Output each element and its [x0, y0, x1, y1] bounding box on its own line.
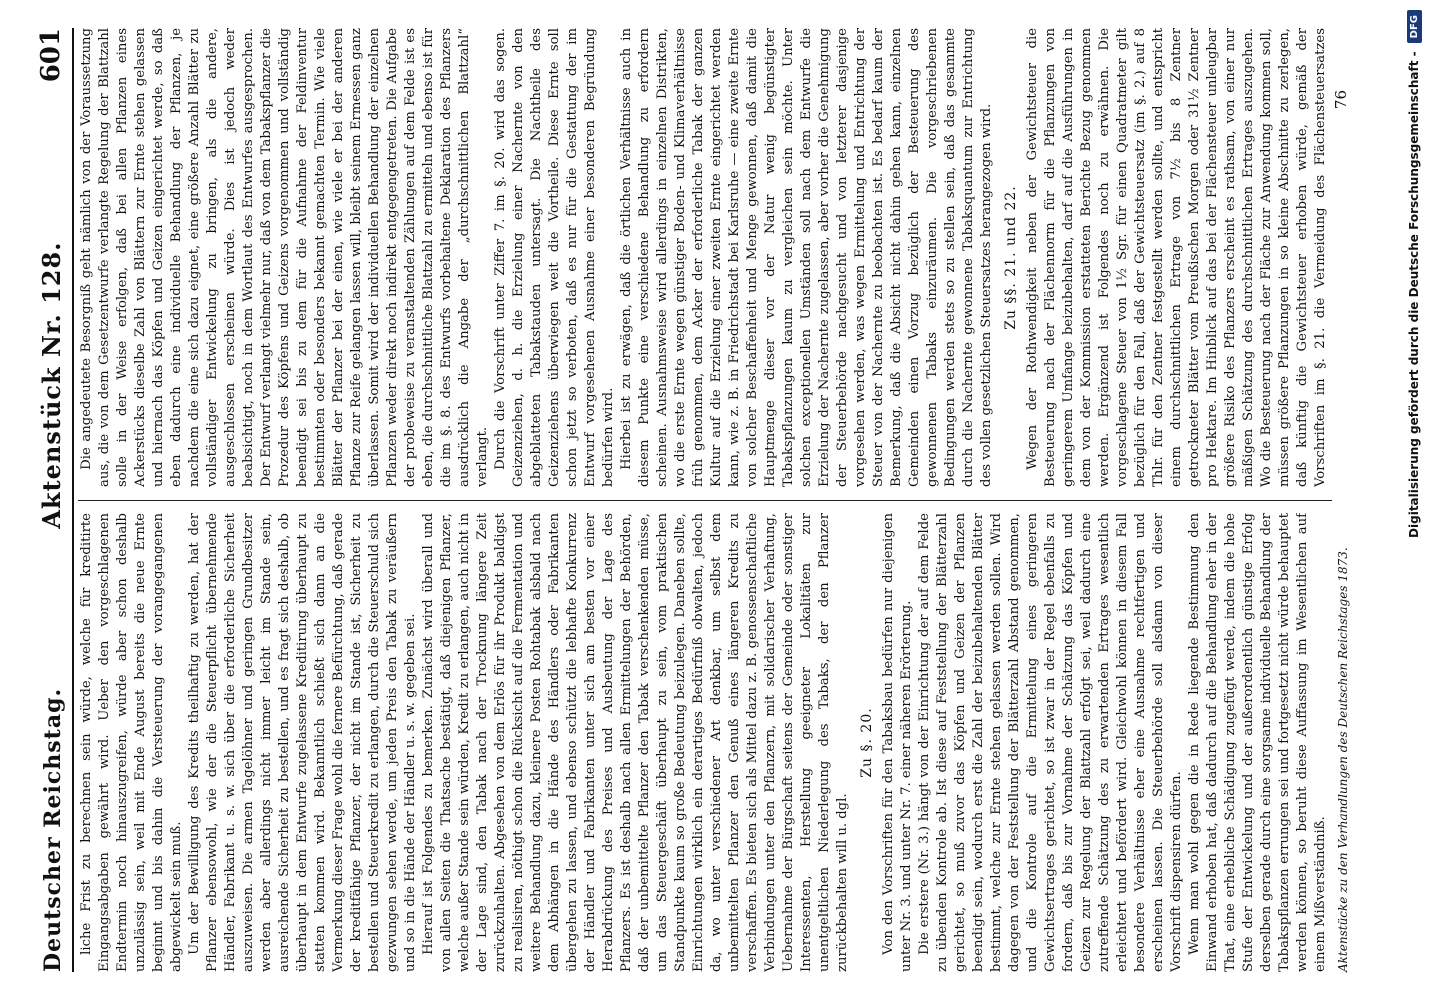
- signature-mark: 76: [1332, 90, 1350, 110]
- paragraph: Um der Bewilligung des Kredits theilhaftig zu werden, hat der Pflanzer ebensowohl, wie der die Steuerpflicht übernehmende Händler, Fabrikant u. s. w. sich über die erforderliche Sicherheit auszuweisen. Die armen Tagelöhner und geringen Grundbesitzer werden aber allerdings nicht immer leicht im Stande sein, ausreichende Sicherheit zu bestellen, und es fragt sich deshalb, ob überhaupt in dem Entwurfe zugelassene Kreditirung überhaupt zu statten kommen wird. Bekanntlich schießt sich dann an die Vermerkung dieser Frage wohl die fernere Befürchtung, daß gerade der kreditfähige Pflanzer, der nicht im Stande ist, Sicherheit zu bestellen und Steuerkredit zu erlangen, durch die Steuerschuld sich gezwungen sehen werde, um jeden Preis den Tabak zu veräußern und so in die Hände der Händler u. s. w. gegeben sei.: [187, 513, 418, 972]
- column-divider: [78, 500, 1332, 501]
- digitization-note: Digitalisierung gefördert durch die Deutsche Forschungsgemeinschaft -: [1407, 51, 1421, 538]
- paragraph: Wenn man wohl gegen die in Rede liegende Bestimmung den Einwand erhoben hat, daß dadurch auf die Behandlung eher in der That, eine erhebliche Schädigung zugefügt werde, indem die hohe Stufe der Entwickelung und der außerordentlich günstige Erfolg derselben gerade durch eine sorgsame individuelle Behandlung der Tabakspflanzen errungen sei und fortgesetzt nicht würde behauptet werden können, so beruht diese Auffassung im Wesentlichen auf einem Mißverständniß.: [1187, 513, 1328, 972]
- journal-title: Deutscher Reichstag.: [40, 687, 66, 972]
- paragraph: Die angedeutete Besorgniß geht nämlich von der Voraussetzung aus, die von dem Gesetzentwurfe verlangte Regelung der Blattzahl solle in der Weise erfolgen, daß bei allen Pflanzen eines Ackerstücks dieselbe Zahl von Blättern zur Ernte stehen gelassen und hiernach das Köpfen und Geizen eingerichtet werde, so daß eben dadurch eine individuelle Behandlung der Pflanzen, je nachdem die eine sich dazu eignet, eine größere Anzahl Blätter zu vollständiger Entwickelung zu bringen, als die andere, ausgeschlossen erscheinen würde. Dies ist jedoch weder beabsichtigt, noch in dem Wortlaut des Entwurfes ausgesprochen. Der Entwurf verlangt vielmehr nur, daß von dem Tabakspflanzer die Prozedur des Köpfens und Geizens vorgenommen und vollständig beendigt sei bis zu dem für die Aufnahme der Feldinventur bestimmten oder besonders bekannt gemachten Termin. Wie viele Blätter der Pflanzer bei der einen, wie viele er bei der anderen Pflanze zur Reife gelangen lassen will, bleibt seinem Ermessen ganz überlassen. Somit wird der individuellen Behandlung der einzelnen Pflanzen weder direkt noch indirekt entgegengetreten. Die Aufgabe der probeweise zu veranstaltenden Zählungen auf dem Felde ist es eben, die durchschnittliche Blattzahl zu ermitteln und ebenso ist für die im §. 8. des Entwurfs vorbehaltene Deklaration des Pflanzers ausdrücklich die Angabe der „durchschnittlichen Blattzahl“ verlangt.: [79, 28, 490, 487]
- dfg-logo: DFG: [1407, 10, 1422, 43]
- paragraph: liche Frist zu berechnen sein würde, welche für kreditirte Eingangsabgaben gewährt wird. Ueber den vorgeschlagenen Endtermin noch hinauszugreifen, würde aber schon deshalb unzulässig sein, weil mit Ende August bereits die neue Ernte beginnt und bis dahin die Versteuerung der vorangegangenen abgewickelt sein muß.: [79, 513, 184, 972]
- paragraph: Wegen der Rothwendigkeit neben der Gewichtsteuer die Besteuerung nach der Flächennorm für die Pflanzungen von geringerem Umfange beizubehalten, darf auf die Ausführungen in dem von der Kommission erstatteten Berichte Bezug genommen werden. Ergänzend ist Folgendes noch zu erwähnen. Die vorgeschlagene Steuer von 1½ Sgr. für einen Quadratmeter gilt bezüglich für den Fall, daß der Gewichtsteuersatz (im §. 2.) auf 8 Thlr. für den Zentner festgestellt werden sollte, und entspricht einem durchschnittlichen Ertrage von 7½ bis 8 Zentner getrockneter Blätter vom Preußischen Morgen oder 31½ Zentner pro Hektare. Im Hinblick auf das bei der Flächensteuer unleugbar größere Risiko des Pflanzers erscheint es rathsam, von einer nur mäßigen Schätzung des durchschnittlichen Ertrages auszugehen. Wo die Besteuerung nach der Fläche zur Anwendung kommen soll, müssen größere Pflanzungen in so kleine Abschnitte zu zerlegen, daß künftig die Gewichtsteuer erhoben würde, gemäß der Vorschriften im §. 21. die Vermeidung des Flächensteuersatzes: [1025, 28, 1328, 487]
- section-heading: Zu §§. 21. und 22.: [1003, 185, 1019, 330]
- paragraph: Hierbei ist zu erwägen, daß die örtlichen Verhältnisse auch in diesem Punkte eine verschiedene Behandlung zu erfordern scheinen. Ausnahmsweise wird allerdings in einzelnen Distrikten, wo die erste Ernte wegen günstiger Boden- und Klimaverhältnisse früh genommen, dem Acker der erforderliche Tabak der ganzen Kultur auf die Erzielung einer zweiten Ernte eingerichtet werden kann, wie z. B. in Friedrichstadt bei Karlsruhe — eine zweite Ernte von solcher Beschaffenheit und Menge gewonnen, daß damit die Hauptmenge dieser vor der Natur wenig begünstigter Tabakspflanzungen kaum zu vergleichen sein möchte. Unter solchen exceptionellen Umständen soll nach dem Entwurfe die Erzielung der Nachernte zugelassen, aber vorher die Genehmigung der Steuerbehörde nachgesucht und von letzterer dasjenige vorgesehen werden, was wegen Ermittelung und Entrichtung der Steuer von der Nachernte zu beobachten ist. Es bedarf kaum der Bemerkung, daß die Absicht nicht dahin gehen kann, einzelnen Gemeinden einen Vorzug bezüglich der Besteuerung des gewonnenen Tabaks einzuräumen. Die vorgeschriebenen Bedingungen werden stets so zu stellen sein, daß das gesammte durch die Nachernte gewonnene Tabaksquantum zur Entrichtung des vollen gesetzlichen Steuersatzes herangezogen wird.: [619, 28, 994, 487]
- page-header: [18, 28, 74, 972]
- paragraph: Durch die Vorschrift unter Ziffer 7. im §. 20. wird das sogen. Geizenziehen, d. h. die Erzielung einer Nachernte von den abgeblatteten Tabakstauden untersagt. Die Nachtheile des Geizenziehens überwiegen weit die Vortheile. Diese Ernte soll schon jetzt so verboten, daß es nur für die Gestattung der im Entwurf vorgesehenen Ausnahme einer besonderen Begründung bedürfen wird.: [493, 28, 616, 487]
- section-heading: Zu §. 20.: [859, 707, 875, 778]
- digitization-credit: [1404, 10, 1424, 770]
- footnote: Aktenstücke zu den Verhandlungen des Deutschen Reichstages 1873.: [1336, 547, 1350, 972]
- paragraph: Die erstere (Nr. 3.) hängt von der Einrichtung der auf dem Felde zu übenden Kontrole ab. Ist diese auf Feststellung der Blätterzahl gerichtet, so muß zuvor das Köpfen und Geizen der Pflanzen beendigt sein, wodurch erst die Zahl der beizubehaltenden Blätter bestimmt, welche zur Ernte stehen gelassen werden sollen. Wird dagegen von der Feststellung der Blätterzahl Abstand genommen, und die Kontrole auf die Ermittelung eines geringeren Gewichtsertrages gerichtet, so ist zwar in der Regel ebenfalls zu fordern, daß bis zur Vornahme der Schätzung das Köpfen und Geizen zur Regelung der Blattzahl erfolgt sei, weil dadurch eine zutreffende Schätzung des zu erwartenden Ertrages wesentlich erleichtert und befördert wird. Gleichwohl können in diesem Fall besondere Verhältnisse eher eine Ausnahme rechtfertigen und erscheinen lassen. Die Steuerbehörde soll alsdann von dieser Vorschrift dispensiren dürfen.: [917, 513, 1184, 972]
- page-number: 601: [36, 28, 66, 83]
- paragraph: Von den Vorschriften für den Tabaksbau bedürfen nur diejenigen unter Nr. 3. und unter Nr. 7. einer näheren Erörterung.: [881, 513, 914, 972]
- right-column: [78, 28, 1332, 487]
- document-number: Aktenstück Nr. 128.: [37, 241, 66, 529]
- paragraph: Hierauf ist Folgendes zu bemerken. Zunächst wird überall und von allen Seiten die Thatsache bestätigt, daß diejenigen Pflanzer, welche außer Stande sein würden, Kredit zu erlangen, auch nicht in der Lage sind, den Tabak nach der Trocknung längere Zeit zurückzuhalten. Abgesehen von dem Erlös für ihr Produkt baldigst zu realisiren, nöthigt schon die Rücksicht auf die Fermentation und weitere Behandlung dazu, kleinere Posten Rohtabak alsbald nach dem Abhängen in die Hände des Händlers oder Fabrikanten übergehen zu lassen, und ebenso schützt die lebhafte Konkurrenz der Händler und Fabrikanten unter sich am besten vor einer Herabdrückung des Preises und Ausbeutung der Lage des Pflanzers. Es ist deshalb nach allen Ermittelungen der Behörden, daß der unbemittelte Pflanzer den Tabak verschenkenden müsse, um das Steuergeschäft überhaupt zu sein, vom praktischen Standpunkte kaum so große Bedeutung beizulegen. Daneben sollte, Einrichtungen wirklich ein derartiges Bedürfniß obwalten, jedoch da, wo unter verschiedener Art denkbar, um selbst dem unbemittelten Pflanzer den Genuß eines längeren Kredits zu verschaffen. Es bieten sich als Mittel dazu z. B. genossenschaftliche Verbindungen unter den Pflanzern, mit solidarischer Verhaftung, Uebernahme der Bürgschaft seitens der Gemeinde oder sonstiger Interessenten, Herstellung geeigneter Lokalitäten zur unentgeltlichen Niederlegung des Tabaks, der den Pflanzer zurückbehalten will u. dgl.: [421, 513, 850, 972]
- left-column: [78, 513, 1332, 972]
